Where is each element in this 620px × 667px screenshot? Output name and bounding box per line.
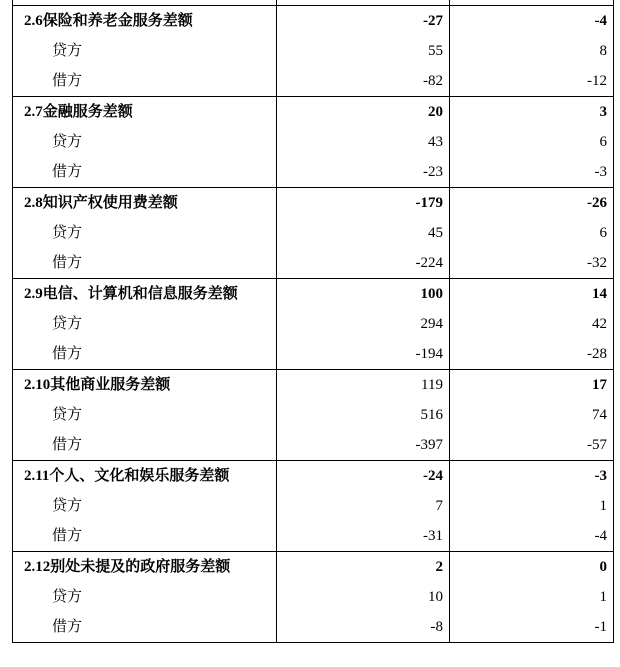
row-value-1: -194 (277, 339, 450, 370)
section-value-1: 100 (277, 279, 450, 310)
row-value-2: 1 (450, 582, 614, 612)
section-value-2: 0 (450, 552, 614, 583)
credit-row (13, 127, 614, 157)
row-value-2: -32 (450, 248, 614, 279)
row-label: 贷方 (13, 400, 277, 430)
row-label: 借方 (13, 430, 277, 461)
credit-row (13, 218, 614, 248)
row-value-2: 1 (450, 491, 614, 521)
row-value-2: -1 (450, 612, 614, 643)
section-value-2: 3 (450, 97, 614, 128)
row-value-1: -31 (277, 521, 450, 552)
section-header-row (13, 279, 614, 310)
section-value-1: -27 (277, 6, 450, 37)
debit-row (13, 430, 614, 461)
section-value-2: -26 (450, 188, 614, 219)
credit-row (13, 400, 614, 430)
row-value-1: 516 (277, 400, 450, 430)
section-value-1: -179 (277, 188, 450, 219)
row-label: 贷方 (13, 36, 277, 66)
row-value-1: 43 (277, 127, 450, 157)
row-value-2: 6 (450, 218, 614, 248)
row-value-2: -28 (450, 339, 614, 370)
debit-row (13, 248, 614, 279)
credit-row (13, 36, 614, 66)
row-value-2: 8 (450, 36, 614, 66)
row-value-1: 10 (277, 582, 450, 612)
row-value-1: -224 (277, 248, 450, 279)
section-title: 2.7金融服务差额 (13, 97, 277, 128)
credit-row (13, 309, 614, 339)
section-value-1: -24 (277, 461, 450, 492)
debit-row (13, 157, 614, 188)
section-value-1: 20 (277, 97, 450, 128)
row-value-1: 55 (277, 36, 450, 66)
row-value-2: -3 (450, 157, 614, 188)
section-value-1: 119 (277, 370, 450, 401)
credit-row (13, 582, 614, 612)
section-title: 2.11个人、文化和娱乐服务差额 (13, 461, 277, 492)
row-label: 贷方 (13, 127, 277, 157)
section-header-row (13, 461, 614, 492)
section-title: 2.12别处未提及的政府服务差额 (13, 552, 277, 583)
section-header-row (13, 370, 614, 401)
table-body (13, 0, 614, 643)
section-header-row (13, 188, 614, 219)
section-header-row (13, 6, 614, 37)
row-value-2: 42 (450, 309, 614, 339)
row-value-1: -397 (277, 430, 450, 461)
row-label: 借方 (13, 521, 277, 552)
row-value-1: -82 (277, 66, 450, 97)
debit-row (13, 612, 614, 643)
row-label: 借方 (13, 339, 277, 370)
services-balance-table (12, 0, 614, 643)
row-value-1: -23 (277, 157, 450, 188)
section-value-2: 14 (450, 279, 614, 310)
credit-row (13, 491, 614, 521)
row-label: 借方 (13, 248, 277, 279)
section-value-2: 17 (450, 370, 614, 401)
row-value-1: 294 (277, 309, 450, 339)
row-value-1: -8 (277, 612, 450, 643)
debit-row (13, 339, 614, 370)
row-label: 贷方 (13, 491, 277, 521)
section-value-2: -3 (450, 461, 614, 492)
row-value-1: 45 (277, 218, 450, 248)
row-value-1: 7 (277, 491, 450, 521)
row-label: 借方 (13, 612, 277, 643)
row-label: 借方 (13, 66, 277, 97)
row-label: 借方 (13, 157, 277, 188)
row-label: 贷方 (13, 309, 277, 339)
section-title: 2.9电信、计算机和信息服务差额 (13, 279, 277, 310)
section-header-row (13, 552, 614, 583)
section-title: 2.8知识产权使用费差额 (13, 188, 277, 219)
section-value-2: -4 (450, 6, 614, 37)
row-label: 贷方 (13, 582, 277, 612)
row-value-2: -57 (450, 430, 614, 461)
row-value-2: -12 (450, 66, 614, 97)
section-value-1: 2 (277, 552, 450, 583)
section-header-row (13, 97, 614, 128)
debit-row (13, 66, 614, 97)
row-label: 贷方 (13, 218, 277, 248)
row-value-2: 6 (450, 127, 614, 157)
debit-row (13, 521, 614, 552)
row-value-2: -4 (450, 521, 614, 552)
section-title: 2.10其他商业服务差额 (13, 370, 277, 401)
section-title: 2.6保险和养老金服务差额 (13, 6, 277, 37)
row-value-2: 74 (450, 400, 614, 430)
